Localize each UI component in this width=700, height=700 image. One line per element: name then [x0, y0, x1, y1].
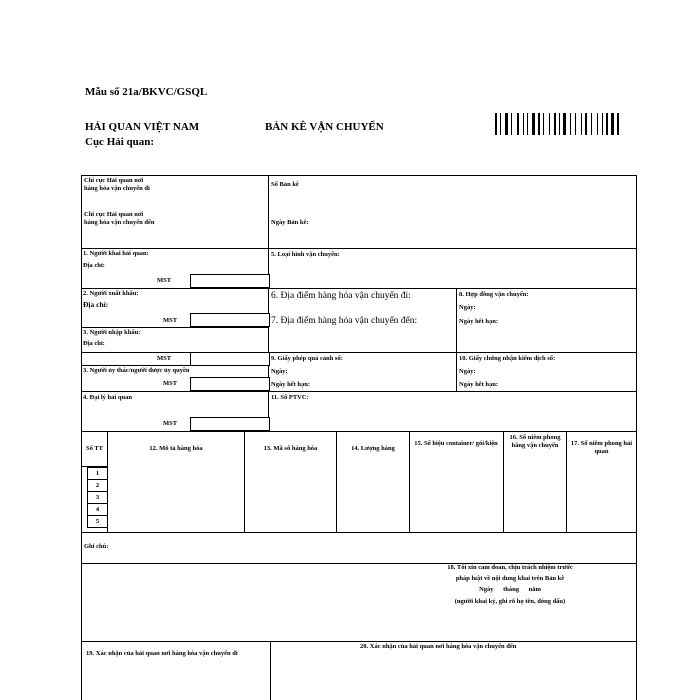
barcode-bar [581, 113, 582, 135]
notes-label: Ghi chú: [84, 543, 109, 550]
row-number-text: 5 [95, 518, 100, 525]
col-header-carrier-seal: 16. Số niêm phong hãng vận chuyển [509, 434, 561, 449]
row-number-text: 1 [95, 470, 100, 477]
declaration-statement-2: pháp luật về nội dung khai trên Bản kê [455, 575, 565, 582]
barcode-bar [495, 113, 497, 135]
form-border-left [81, 175, 82, 700]
barcode-bar [543, 113, 544, 135]
divider [81, 288, 637, 289]
departure-customs-confirmation: 19. Xác nhận của hải quan nơi hàng hóa vận chuyển đi [86, 650, 238, 657]
barcode-bar [505, 113, 508, 135]
divider [268, 175, 269, 432]
transport-type-label: 5. Loại hình vận chuyển: [271, 251, 340, 258]
divider [456, 288, 457, 392]
col-header-quantity: 14. Lượng hàng [351, 445, 395, 452]
barcode-bar [585, 113, 587, 135]
barcode-bar [549, 113, 550, 135]
col-header-customs-seal: 17. Số niêm phong hải quan [570, 440, 633, 455]
col-header-description: 12. Mô tả hàng hóa [149, 445, 203, 452]
cert-date-label: Ngày: [459, 368, 476, 375]
cert-expiry-label: Ngày hết hạn: [459, 381, 499, 388]
mst-label: MST [163, 420, 178, 427]
divider [566, 431, 567, 532]
permit-expiry-label: Ngày hết hạn: [271, 381, 311, 388]
importer-address-label: Địa chỉ: [83, 340, 105, 347]
divider [81, 532, 637, 533]
agent-tax-code-box[interactable] [190, 417, 270, 431]
barcode-bar [563, 113, 566, 135]
barcode [495, 113, 635, 135]
barcode-bar [517, 113, 519, 135]
barcode-bar [527, 113, 528, 135]
row-number-text: 3 [95, 494, 100, 501]
contract-date-label: Ngày: [459, 304, 476, 311]
exporter-address-label: Địa chỉ: [83, 300, 109, 309]
declaration-date: Ngày tháng năm [479, 586, 541, 593]
divider [270, 641, 271, 700]
transit-permit-label: 9. Giấy phép quá cảnh số: [271, 355, 343, 362]
table-row-number [87, 515, 108, 528]
declaration-statement: 18. Tôi xin cam đoan, chịu trách nhiệm trước [447, 564, 573, 571]
permit-date-label: Ngày: [271, 368, 288, 375]
barcode-bar [523, 113, 524, 135]
authorized-tax-code-box[interactable] [190, 377, 270, 391]
dept-to-label: Chi cục Hải quan nơi [84, 211, 144, 218]
barcode-bar [597, 113, 598, 135]
col-header-container: 15. Số hiệu container/ gói/kiện [414, 440, 498, 447]
barcode-bar [611, 113, 614, 135]
dept-from-label: Chi cục Hải quan nơi [84, 177, 144, 184]
form-number: Mẫu số 21a/BKVC/GSQL [85, 86, 208, 98]
list-number-label: Số Bản kê [271, 181, 299, 188]
row-number-text: 4 [95, 506, 100, 513]
mst-label: MST [157, 355, 172, 362]
barcode-bar [500, 113, 501, 135]
divider [81, 327, 269, 328]
barcode-bar [602, 113, 603, 135]
barcode-bar [532, 113, 535, 135]
barcode-bar [617, 113, 619, 135]
form-border-top [81, 175, 637, 176]
department-label: Cục Hải quan: [85, 136, 155, 148]
vehicle-number-label: 11. Số PTVC: [271, 394, 309, 401]
divider [503, 431, 504, 532]
barcode-bar [606, 113, 608, 135]
agency-name: HẢI QUAN VIỆT NAM [85, 121, 200, 133]
col-header-no: Số TT [85, 445, 104, 452]
barcode-bar [575, 113, 576, 135]
transport-contract-label: 8. Hợp đồng vận chuyển: [459, 291, 529, 298]
declarant-label: 1. Người khai hải quan: [83, 250, 149, 257]
importer-tax-code-box[interactable] [190, 352, 270, 366]
dept-from-label-2: hàng hóa vận chuyển đi [84, 185, 150, 192]
barcode-bar [559, 113, 560, 135]
barcode-bar [591, 113, 592, 135]
divider [81, 248, 637, 249]
customs-agent-label: 4. Đại lý hải quan [83, 394, 132, 401]
exporter-tax-code-box[interactable] [190, 313, 270, 327]
mst-label: MST [163, 380, 178, 387]
barcode-bar [570, 113, 571, 135]
divider [81, 352, 637, 353]
col-header-hs-code: 13. Mã số hàng hóa [263, 445, 318, 452]
arrival-customs-confirmation: 20. Xác nhận của hải quan nơi hàng hóa vận chuyển đến [360, 643, 517, 650]
row-number-text: 2 [95, 482, 100, 489]
dept-to-label-2: hàng hóa vận chuyển đến [84, 219, 155, 226]
exporter-label: 2. Người xuất khẩu: [83, 290, 139, 297]
document-title: BẢN KÊ VẬN CHUYỂN [265, 121, 384, 133]
barcode-bar [511, 113, 512, 135]
form-border-right [636, 175, 637, 700]
divider [81, 391, 637, 392]
departure-location-label: 6. Địa điểm hàng hóa vận chuyển đi: [271, 291, 411, 301]
mst-label: MST [157, 277, 172, 284]
declaration-signature-note: (người khai ký, ghi rõ họ tên, đóng dấu) [454, 598, 566, 605]
contract-expiry-label: Ngày hết hạn: [459, 318, 499, 325]
mst-label: MST [163, 317, 178, 324]
quarantine-cert-label: 10. Giấy chứng nhận kiểm dịch số: [459, 355, 556, 362]
barcode-bar [554, 113, 556, 135]
divider [81, 641, 637, 642]
divider [409, 431, 410, 532]
list-date-label: Ngày Bản kê: [271, 219, 309, 226]
importer-label: 3. Người nhập khẩu: [83, 329, 141, 336]
declarant-tax-code-box[interactable] [190, 274, 270, 288]
barcode-bar [538, 113, 540, 135]
authorized-party-label: 3. Người ủy thác/người được ủy quyền [83, 367, 190, 374]
divider [81, 431, 637, 432]
declarant-address-label: Địa chỉ: [83, 262, 105, 269]
arrival-location-label: 7. Địa điểm hàng hóa vận chuyển đến: [271, 316, 418, 326]
